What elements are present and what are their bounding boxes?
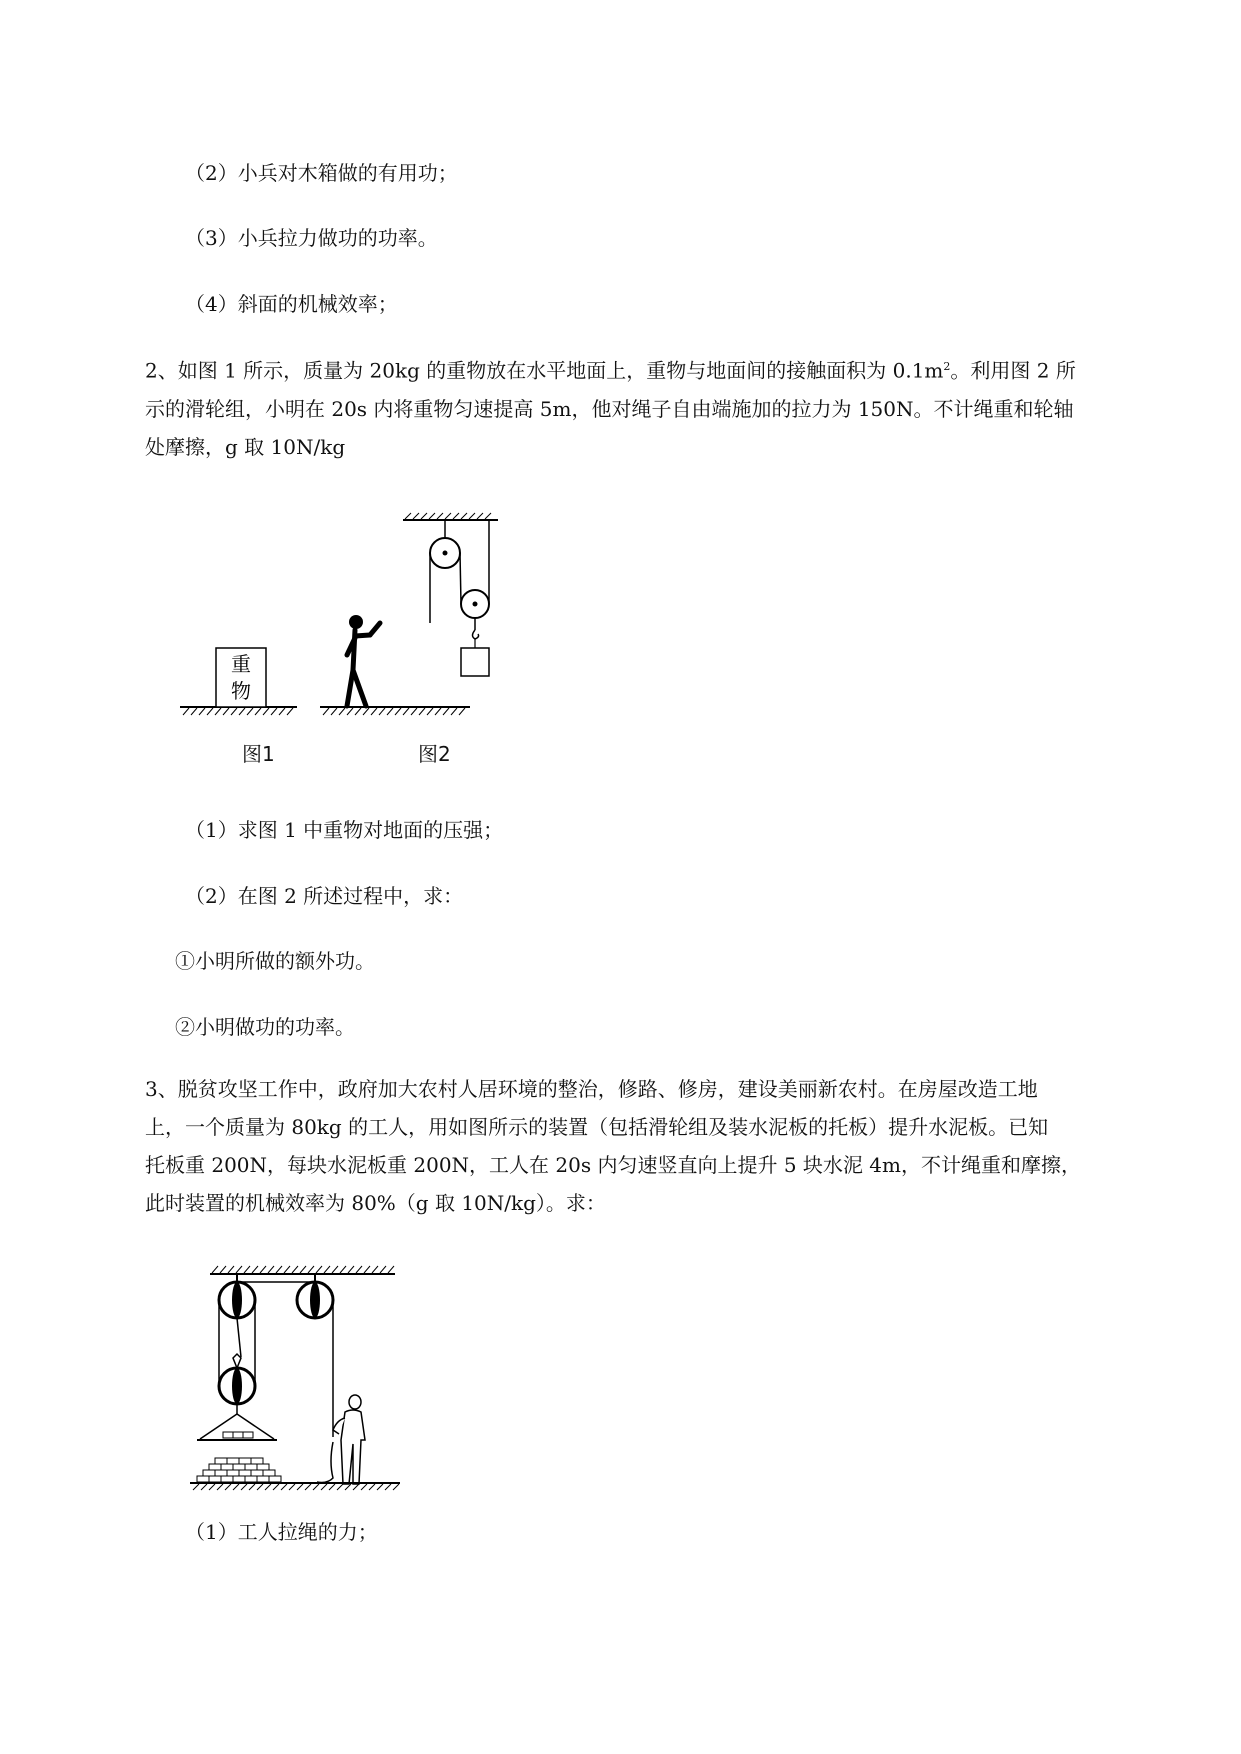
stick-man xyxy=(347,615,380,706)
q3-line2: 上，一个质量为 80kg 的工人，用如图所示的装置（包括滑轮组及装水泥板的托板）提升水泥板。已知 xyxy=(145,1115,1049,1139)
q3-ceiling xyxy=(210,1266,395,1274)
fig2-ceiling xyxy=(403,513,498,520)
fig1-box-label-bottom: 物 xyxy=(231,679,251,703)
q2-sup: 2 xyxy=(943,360,951,373)
fig1-box-label-top: 重 xyxy=(231,652,251,676)
q1-item-3: （3）小兵拉力做功的功率。 xyxy=(185,226,438,250)
q3-figure xyxy=(185,1262,405,1502)
q3-fixed-pulley-left xyxy=(219,1274,255,1318)
q2-line1-end: 。利用图 2 所 xyxy=(950,358,1076,383)
q3-text xyxy=(145,1070,1155,1222)
fig2-weight xyxy=(461,648,489,676)
q2-text xyxy=(145,348,1155,466)
q3-movable-pulley xyxy=(219,1368,255,1404)
q2-subitem-1: ①小明所做的额外功。 xyxy=(175,949,375,973)
q2-line1: 2、如图 1 所示，质量为 20kg 的重物放在水平地面上，重物与地面间的接触面积为 0.1m xyxy=(145,358,944,383)
q3-brick-pile xyxy=(197,1458,281,1482)
q3-line4: 此时装置的机械效率为 80%（g 取 10N/kg）。求： xyxy=(145,1191,606,1215)
q3-fixed-pulley-right xyxy=(297,1274,333,1318)
q3-ground xyxy=(190,1483,400,1490)
fig1-caption: 图1 xyxy=(242,742,275,766)
q1-item-4: （4）斜面的机械效率； xyxy=(185,292,398,316)
q2-item-1: （1）求图 1 中重物对地面的压强； xyxy=(185,818,504,842)
q2-item-2: （2）在图 2 所述过程中，求： xyxy=(185,884,464,908)
q3-item-1: （1）工人拉绳的力； xyxy=(185,1520,378,1544)
q3-worker xyxy=(317,1395,365,1484)
q2-subitem-2: ②小明做功的功率。 xyxy=(175,1015,355,1039)
q2-line3: 处摩擦，g 取 10N/kg xyxy=(145,434,346,459)
fig1-ground xyxy=(180,707,297,715)
fig2-ground xyxy=(320,707,470,715)
q3-line3: 托板重 200N，每块水泥板重 200N，工人在 20s 内匀速竖直向上提升 5 块水泥 4m，不计绳重和摩擦， xyxy=(145,1153,1081,1177)
fig2-caption: 图2 xyxy=(418,742,451,766)
q1-item-2: （2）小兵对木箱做的有用功； xyxy=(185,161,458,185)
q2-figures xyxy=(175,505,535,765)
q3-tray-bricks xyxy=(223,1432,253,1438)
q2-line2: 示的滑轮组，小明在 20s 内将重物匀速提高 5m，他对绳子自由端施加的拉力为 150N。不计绳重和轮轴 xyxy=(145,396,1074,421)
q3-line1: 3、脱贫攻坚工作中，政府加大农村人居环境的整治，修路、修房，建设美丽新农村。在房屋改造工地 xyxy=(145,1077,1038,1101)
